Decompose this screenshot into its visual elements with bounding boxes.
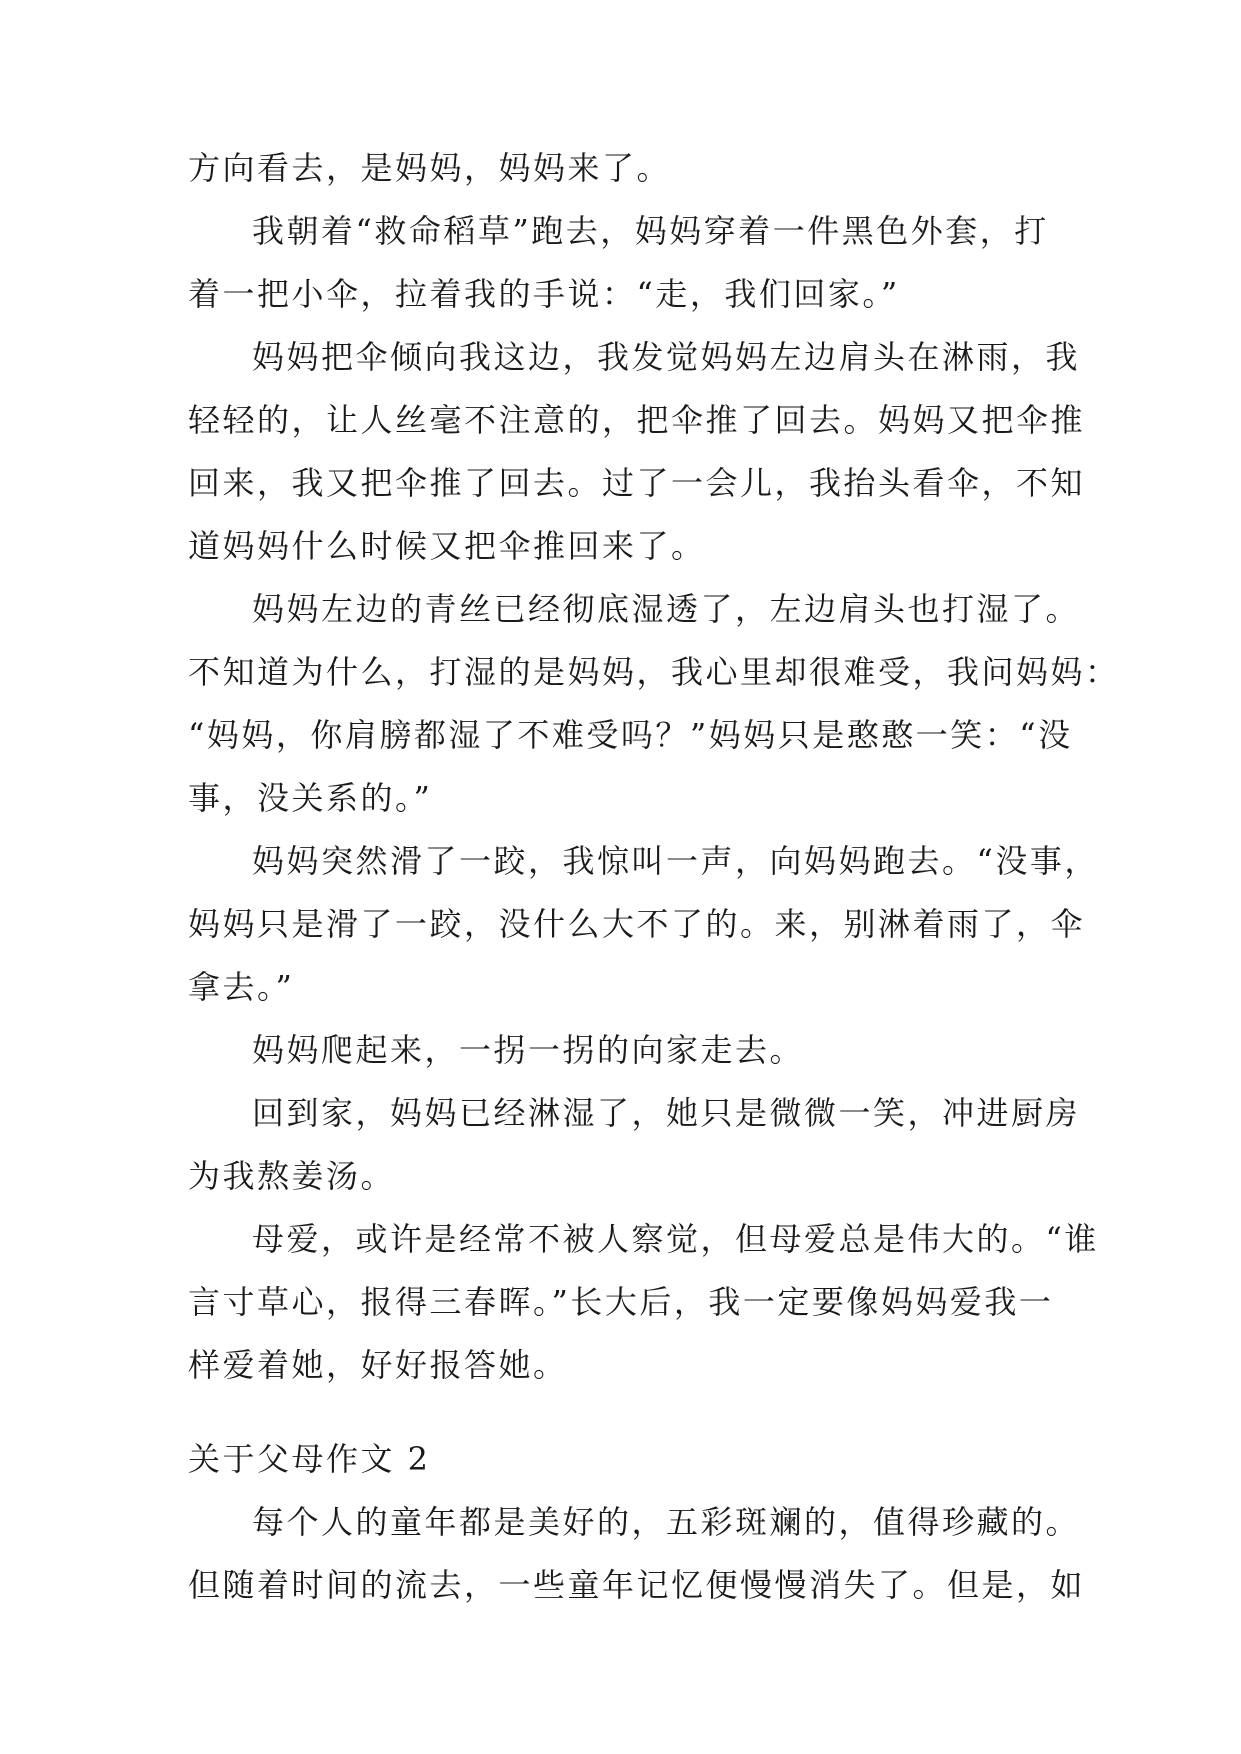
- text-line: 拿去。”: [188, 968, 295, 1006]
- text-line: 但随着时间的流去，一些童年记忆便慢慢消失了。但是，如: [188, 1566, 1086, 1604]
- text-line: 母爱，或许是经常不被人察觉，但母爱总是伟大的。“谁: [252, 1220, 1099, 1258]
- text-line: 言寸草心，报得三春晖。”长大后，我一定要像妈妈爱我一: [188, 1283, 1054, 1321]
- text-line: 妈妈只是滑了一跤，没什么大不了的。来，别淋着雨了，伞: [188, 905, 1086, 943]
- text-line: 样爱着她，好好报答她。: [188, 1346, 568, 1384]
- text-line: 事，没关系的。”: [188, 779, 433, 817]
- text-line: 我朝着“救命稻草”跑去，妈妈穿着一件黑色外套，打: [252, 212, 1049, 250]
- text-line: 妈妈爬起来，一拐一拐的向家走去。: [252, 1031, 805, 1069]
- text-line: 妈妈左边的青丝已经彻底湿透了，左边肩头也打湿了。: [252, 590, 1081, 628]
- text-line: 回来，我又把伞推了回去。过了一会儿，我抬头看伞，不知: [188, 464, 1086, 502]
- text-line: 着一把小伞，拉着我的手说：“走，我们回家。”: [188, 275, 900, 313]
- text-line: 轻轻的，让人丝毫不注意的，把伞推了回去。妈妈又把伞推: [188, 401, 1086, 439]
- text-line: 方向看去，是妈妈，妈妈来了。: [188, 149, 672, 187]
- section-title: 关于父母作文 2: [188, 1440, 431, 1478]
- text-line: 道妈妈什么时候又把伞推回来了。: [188, 527, 706, 565]
- document-page: [188, 149, 1120, 1632]
- text-line: 每个人的童年都是美好的，五彩斑斓的，值得珍藏的。: [252, 1503, 1081, 1541]
- text-line: 回到家，妈妈已经淋湿了，她只是微微一笑，冲进厨房: [252, 1094, 1081, 1132]
- text-line: “妈妈，你肩膀都湿了不难受吗？”妈妈只是憨憨一笑：“没: [188, 716, 1073, 754]
- text-line: 不知道为什么，打湿的是妈妈，我心里却很难受，我问妈妈：: [188, 653, 1120, 691]
- text-line: 妈妈把伞倾向我这边，我发觉妈妈左边肩头在淋雨，我: [252, 338, 1081, 376]
- text-line: 为我熬姜汤。: [188, 1157, 396, 1195]
- text-line: 妈妈突然滑了一跤，我惊叫一声，向妈妈跑去。“没事，: [252, 842, 1099, 880]
